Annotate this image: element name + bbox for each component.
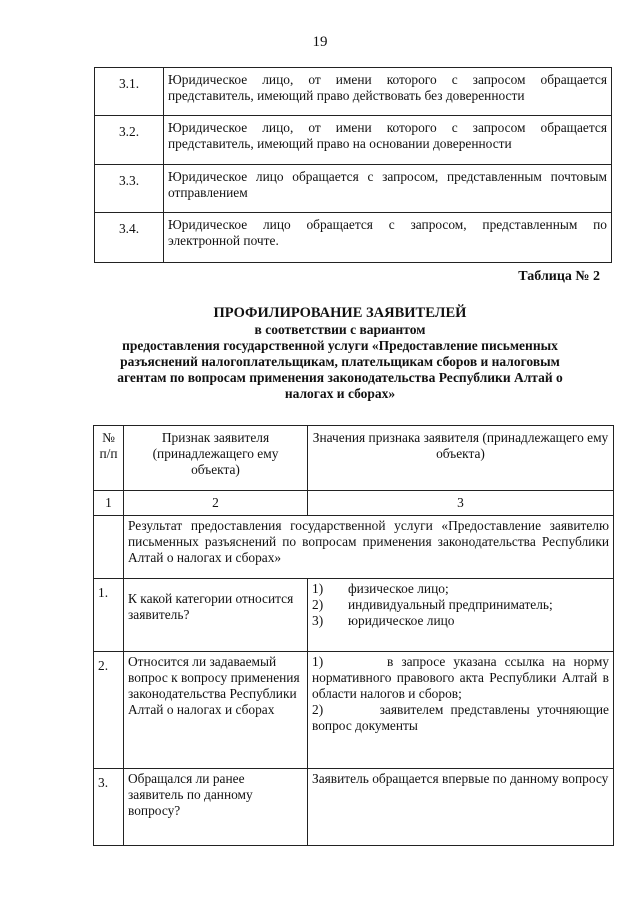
table-label: Таблица № 2 — [518, 269, 600, 284]
option-number: 1) — [312, 581, 324, 596]
column-index: 3 — [308, 491, 614, 516]
empty-cell — [94, 516, 124, 579]
row-text: Юридическое лицо обращается с запросом, представленным по электронной почте. — [164, 213, 612, 263]
row-text: Юридическое лицо, от имени которого с запросом обращается представитель, имеющий право на основании доверенности — [164, 116, 612, 165]
option-number: 1) — [312, 654, 324, 669]
result-text: Результат предоставления государственной услуги «Предоставление заявителю письменных разъяснений по вопросам применения законодательства Республики Алтай о налогах и сборах» — [124, 516, 614, 579]
row-number: 1. — [94, 579, 124, 652]
section-heading — [100, 305, 580, 402]
option-number: 3) — [312, 613, 324, 628]
option-text: индивидуальный предприниматель; — [348, 597, 553, 612]
option-item — [312, 702, 609, 734]
header-number: № п/п — [94, 426, 124, 491]
profiling-table — [93, 425, 614, 846]
table-row — [95, 116, 612, 165]
option-number: 2) — [312, 702, 324, 717]
result-row — [94, 516, 614, 579]
table-row — [95, 68, 612, 116]
answer-options — [308, 652, 614, 769]
row-number: 3.2. — [95, 116, 164, 165]
row-number: 3. — [94, 769, 124, 846]
heading-title: ПРОФИЛИРОВАНИЕ ЗАЯВИТЕЛЕЙ — [213, 305, 467, 321]
option-item — [312, 613, 609, 629]
row-text: Юридическое лицо, от имени которого с запросом обращается представитель, имеющий право действовать без доверенности — [164, 68, 612, 116]
table-row — [95, 213, 612, 263]
table-row — [94, 652, 614, 769]
option-item — [312, 581, 609, 597]
table-header-row — [94, 426, 614, 491]
column-index-row — [94, 491, 614, 516]
question-text: К какой категории относится заявитель? — [124, 579, 308, 652]
option-text: юридическое лицо — [348, 613, 455, 628]
column-index: 2 — [124, 491, 308, 516]
heading-subtitle: в соответствии с вариантом — [254, 322, 426, 337]
row-number: 2. — [94, 652, 124, 769]
table-row — [95, 165, 612, 213]
row-number: 3.1. — [95, 68, 164, 116]
option-text: физическое лицо; — [348, 581, 449, 596]
question-text: Относится ли задаваемый вопрос к вопросу применения законодательства Республики Алтай о налогах и сборах — [124, 652, 308, 769]
option-number: 2) — [312, 597, 324, 612]
option-item — [312, 654, 609, 702]
option-text: в запросе указана ссылка на норму нормативного правового акта Республики Алтай в области налогов и сборов; — [312, 654, 609, 701]
header-attribute: Признак заявителя (принадлежащего ему объекта) — [124, 426, 308, 491]
table-row — [94, 579, 614, 652]
row-text: Юридическое лицо обращается с запросом, представленным почтовым отправлением — [164, 165, 612, 213]
table-row — [94, 769, 614, 846]
answer-text: Заявитель обращается впервые по данному вопросу — [308, 769, 614, 846]
heading-description: предоставления государственной услуги «Предоставление письменных разъяснений налогоплательщикам, плательщикам сборов и налоговым агентам по вопросам применения законодательства Республики Алтай о налогах и сборах» — [117, 338, 563, 401]
page-number: 19 — [312, 34, 328, 50]
row-number: 3.3. — [95, 165, 164, 213]
row-number: 3.4. — [95, 213, 164, 263]
question-text: Обращался ли ранее заявитель по данному вопросу? — [124, 769, 308, 846]
header-values: Значения признака заявителя (принадлежащего ему объекта) — [308, 426, 614, 491]
option-item — [312, 597, 609, 613]
answer-options — [308, 579, 614, 652]
column-index: 1 — [94, 491, 124, 516]
applicant-variants-table — [94, 67, 612, 263]
option-text: заявителем представлены уточняющие вопрос документы — [312, 702, 609, 733]
